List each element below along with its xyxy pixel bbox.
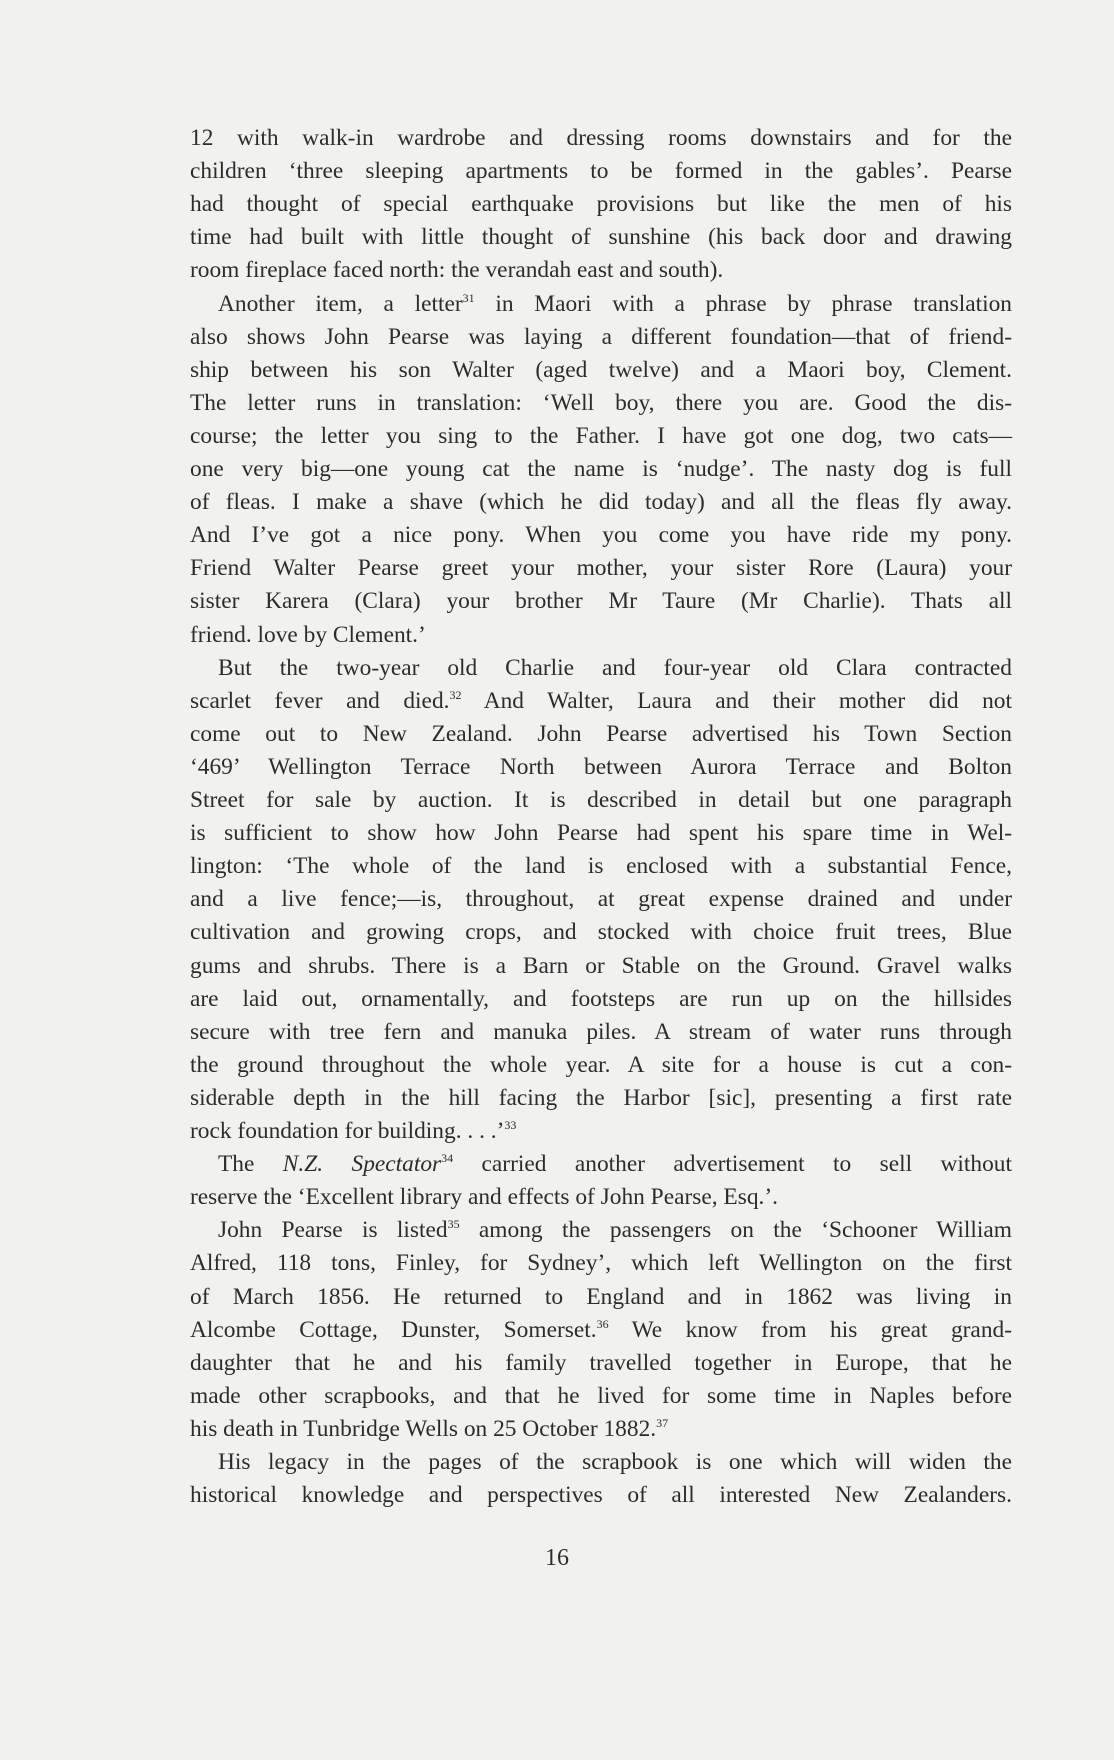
footnote-ref: 34 xyxy=(441,1151,454,1166)
text-line xyxy=(190,1049,1012,1082)
text-line xyxy=(190,354,1012,387)
text-line xyxy=(190,1314,1012,1347)
text-line xyxy=(190,950,1012,983)
text-run: cultivation and growing crops, and stocked with choice fruit trees, Blue xyxy=(190,919,1012,946)
text-line xyxy=(190,453,1012,486)
text-line xyxy=(190,585,1012,618)
text-line xyxy=(190,519,1012,552)
text-line xyxy=(190,486,1012,519)
text-run: course; the letter you sing to the Father. I have got one dog, two cats— xyxy=(190,422,1012,449)
text-line xyxy=(190,1281,1012,1314)
text-run: rock foundation for building. . . .’ xyxy=(190,1118,505,1144)
text-run: sister Karera (Clara) your brother Mr Taure (Mr Charlie). Thats all xyxy=(190,588,1012,615)
text-run: Street for sale by auction. It is described in detail but one paragraph xyxy=(190,787,1012,813)
text-line xyxy=(190,784,1012,817)
text-line xyxy=(190,619,1012,652)
text-run: And Walter, Laura and their mother did not xyxy=(461,687,1012,714)
text-line xyxy=(218,1446,1012,1479)
text-run: one very big—one young cat the name is ‘nudge’. The nasty dog is full xyxy=(190,456,1012,482)
text-line xyxy=(190,552,1012,585)
text-run: secure with tree fern and manuka piles. A stream of water runs through xyxy=(190,1018,1012,1045)
footnote-ref: 35 xyxy=(447,1217,460,1232)
text-run: ship between his son Walter (aged twelve) and a Maori boy, Clement. xyxy=(190,356,1012,383)
text-run: of March 1856. He returned to England and in 1862 was living in xyxy=(190,1283,1012,1310)
text-line xyxy=(190,850,1012,883)
footnote-ref: 32 xyxy=(449,687,462,702)
text-run: of fleas. I make a shave (which he did today) and all the fleas fly away. xyxy=(190,489,1012,516)
page-number: 16 xyxy=(545,1545,569,1571)
text-line xyxy=(218,652,1012,685)
text-run: gums and shrubs. There is a Barn or Stable on the Ground. Gravel walks xyxy=(190,952,1012,979)
text-run: carried another advertisement to sell without xyxy=(453,1151,1012,1178)
text-run: time had built with little thought of sunshine (his back door and drawing xyxy=(190,224,1012,251)
text-run: daughter that he and his family travelled together in Europe, that he xyxy=(190,1349,1012,1376)
text-line xyxy=(190,387,1012,420)
text-run: Alcombe Cottage, Dunster, Somerset. xyxy=(190,1316,597,1343)
text-run: historical knowledge and perspectives of all interested New Zealanders. xyxy=(190,1482,1012,1509)
text-run: the ground throughout the whole year. A site for a house is cut a con- xyxy=(190,1051,1012,1078)
text-line xyxy=(190,685,1012,718)
text-run: reserve the ‘Excellent library and effects of John Pearse, Esq.’. xyxy=(190,1184,778,1211)
text-line xyxy=(190,1479,1012,1512)
text-run: His legacy in the pages of the scrapbook is one which will widen the xyxy=(218,1449,1012,1475)
text-run: his death in Tunbridge Wells on 25 October 1882. xyxy=(190,1415,657,1442)
footnote-ref: 31 xyxy=(462,290,475,305)
text-line xyxy=(190,1247,1012,1280)
text-run: ‘469’ Wellington Terrace North between Aurora Terrace and Bolton xyxy=(190,753,1012,780)
text-run: and a live fence;—is, throughout, at great expense drained and under xyxy=(190,886,1012,913)
text-line xyxy=(190,221,1012,254)
footnote-ref: 37 xyxy=(656,1415,669,1430)
text-run: Friend Walter Pearse greet your mother, your sister Rore (Laura) your xyxy=(190,555,1012,582)
text-run: 12 with walk-in wardrobe and dressing rooms downstairs and for the xyxy=(190,125,1012,151)
text-line xyxy=(190,254,1012,287)
text-line xyxy=(190,1016,1012,1049)
text-run: among the passengers on the ‘Schooner William xyxy=(459,1217,1012,1244)
text-run: Another item, a letter xyxy=(218,290,463,317)
text-run: are laid out, ornamentally, and footsteps are run up on the hillsides xyxy=(190,985,1012,1012)
text-line xyxy=(190,1413,1012,1446)
text-run: The xyxy=(218,1151,283,1178)
text-line xyxy=(190,321,1012,354)
text-run: made other scrapbooks, and that he lived for some time in Naples before xyxy=(190,1382,1012,1409)
text-run: also shows John Pearse was laying a different foundation—that of friend- xyxy=(190,323,1012,350)
text-run: in Maori with a phrase by phrase translation xyxy=(474,290,1012,317)
text-line xyxy=(190,751,1012,784)
text-line xyxy=(190,883,1012,916)
text-run: come out to New Zealand. John Pearse advertised his Town Section xyxy=(190,720,1012,747)
text-run: John Pearse is listed xyxy=(218,1217,448,1244)
text-line xyxy=(190,1347,1012,1380)
text-line xyxy=(190,817,1012,850)
text-line xyxy=(190,1181,1012,1214)
text-run: friend. love by Clement.’ xyxy=(190,621,426,648)
text-line xyxy=(190,155,1012,188)
text-run: scarlet fever and died. xyxy=(190,687,450,714)
footnote-ref: 33 xyxy=(504,1118,517,1132)
text-line xyxy=(218,1148,1012,1181)
text-line xyxy=(190,188,1012,221)
text-run: children ‘three sleeping apartments to be formed in the gables’. Pearse xyxy=(190,158,1012,185)
text-run: We know from his great grand- xyxy=(608,1316,1012,1343)
text-line xyxy=(190,1082,1012,1115)
text-line xyxy=(190,122,1012,155)
text-line xyxy=(218,1214,1012,1247)
text-run: had thought of special earthquake provisions but like the men of his xyxy=(190,191,1012,218)
text-line xyxy=(190,983,1012,1016)
text-line xyxy=(190,718,1012,751)
text-line xyxy=(190,1380,1012,1413)
text-line xyxy=(190,1115,1012,1148)
text-run: And I’ve got a nice pony. When you come you have ride my pony. xyxy=(190,522,1012,549)
text-run: room fireplace faced north: the verandah east and south). xyxy=(190,257,724,284)
footnote-ref: 36 xyxy=(596,1316,609,1331)
text-line xyxy=(190,916,1012,949)
text-run: N.Z. Spectator xyxy=(282,1151,442,1178)
text-line xyxy=(218,288,1012,321)
text-line xyxy=(190,420,1012,453)
text-run: siderable depth in the hill facing the Harbor [sic], presenting a first rate xyxy=(190,1084,1012,1111)
text-run: The letter runs in translation: ‘Well boy, there you are. Good the dis- xyxy=(190,389,1012,416)
text-run: Alfred, 118 tons, Finley, for Sydney’, which left Wellington on the first xyxy=(190,1250,1012,1277)
text-run: lington: ‘The whole of the land is enclosed with a substantial Fence, xyxy=(190,853,1012,880)
text-run: is sufficient to show how John Pearse had spent his spare time in Wel- xyxy=(190,820,1012,847)
text-run: But the two-year old Charlie and four-year old Clara contracted xyxy=(218,654,1012,681)
